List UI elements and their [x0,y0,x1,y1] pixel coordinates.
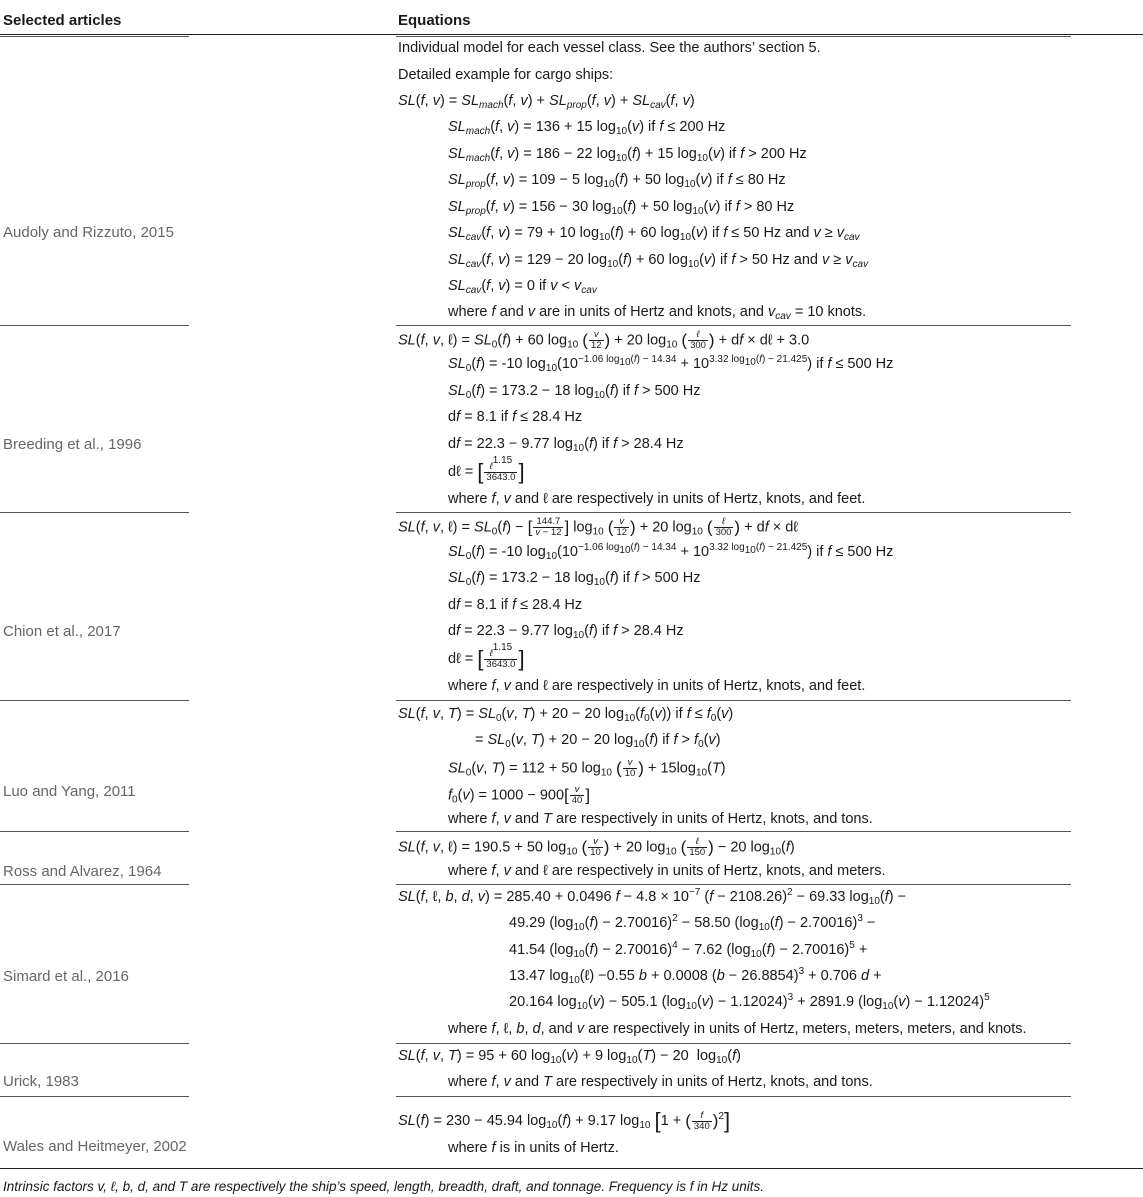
audoly-eq-cav3: $SL_{cav}(f$, v) = 0 if $v < v_{cav}$ [448,278,597,296]
breeding-eq-sl0-1: $SL_0(f) = -10$ $\log_{10}(10^{-1.06 log_{10}(f) - 14.34} + 10^{3.32 log_{10}(f) - 21.425})$ if f ≤ 500 Hz [448,354,894,374]
simard-eq-1: SL(f, ℓ, b, d, v) = 285.40 + 0.0496 $f - 4.8 \times 10^{-7}$ $(f - 2108.26)^2 - 69.33$ $\log_{10}(f)$ − [398,887,907,907]
breeding-eq-df2: df = 22.3 − 9.77 $\log_{10}(f)$ if f > 28.4 Hz [448,436,684,454]
breeding-eq-df1: df = 8.1 if f ≤ 28.4 Hz [448,409,583,425]
luo-eq-f0: $f_0(v) = 1000 - 900$[ $\frac{v}{40}$ ] [448,784,591,806]
header-equations: Equations [398,12,471,29]
row-rule-right [396,1043,1071,1044]
header-selected-articles: Selected articles [3,12,122,29]
row-rule-left [0,831,189,832]
audoly-eq-prop2: $SL_{prop}(f$, v) = 156 − 30 $\log_{10}(f) + 50$ $\log_{10}(v)$ if f > 80 Hz [448,199,795,217]
article-breeding: Breeding et al., 1996 [3,436,142,453]
audoly-eq-sl: SL(f, $v) = SL_{mach}(f$, $v) + SL_{prop}(f$, $v) + SL_{cav}(f$, v) [398,93,695,111]
audoly-eq-prop1: $SL_{prop}(f$, v) = 109 − 5 $\log_{10}(f) + 50$ $\log_{10}(v)$ if f ≤ 80 Hz [448,172,786,190]
breeding-units: where f, v and ℓ are respectively in units of Hertz, knots, and feet. [448,491,866,507]
chion-eq-df2: df = 22.3 − 9.77 $\log_{10}(f)$ if f > 28.4 Hz [448,623,684,641]
simard-eq-4: 13.47 $\log_{10}(\ell) -0.55$ b + 0.0008 $(b - 26.8854)^3 + 0.706$ d + [509,966,882,986]
ross-units: where f, v and ℓ are respectively in units of Hertz, knots, and meters. [448,863,886,879]
wales-eq-sl: SL(f) = 230 − 45.94 $\log_{10}(f) + 9.17$ $\log_{10} [1$ + ( $\frac{f}{340}$ )$^2$] [398,1108,731,1133]
row-rule-left [0,700,189,701]
rule-right [396,36,1071,37]
row-rule-left [0,1043,189,1044]
row-rule-right [396,831,1071,832]
row-rule-right [396,512,1071,513]
simard-units: where f, ℓ, b, d, and v are respectively in units of Hertz, meters, meters, meters, and knots. [448,1021,1027,1037]
row-rule-left [0,884,189,885]
header-top-rule [0,34,1143,35]
chion-eq-sl0-2: $SL_0(f) = 173.2 - 18$ $\log_{10}(f)$ if f > 500 Hz [448,570,701,588]
table-bottom-rule [0,1168,1143,1169]
urick-eq-sl: SL(f, v, T) = 95 + 60 $\log_{10}(v) + 9$ $\log_{10}(T) - 20$ $\log_{10}(f)$ [398,1048,741,1066]
chion-eq-dl: dℓ = [ $\frac{\ell^{1.15}}{3643.0}$ ] [448,642,525,671]
luo-eq-sl1: SL(f, v, $T) = SL_0(v$, T) + 20 − 20 $\log_{10}(f_0(v))$ if $f \le f_0(v)$ [398,706,734,724]
simard-eq-5: 20.164 $\log_{10}(v) - 505.1$ $(\log_{10}(v) - 1.12024)^3 + 2891.9$ $(\log_{10}(v) - 1.12024)^5$ [509,992,990,1012]
chion-units: where f, v and ℓ are respectively in units of Hertz, knots, and feet. [448,678,866,694]
row-rule-right [396,700,1071,701]
article-chion: Chion et al., 2017 [3,623,121,640]
breeding-eq-sl0-2: $SL_0(f) = 173.2 - 18$ $\log_{10}(f)$ if f > 500 Hz [448,383,701,401]
audoly-eq-mach2: $SL_{mach}(f$, v) = 186 − 22 $\log_{10}(f) + 15$ $\log_{10}(v)$ if f > 200 Hz [448,146,807,164]
audoly-eq-cav1: $SL_{cav}(f$, v) = 79 + 10 $\log_{10}(f) + 60$ $\log_{10}(v)$ if f ≤ 50 Hz and $v \ge v_{cav}$ [448,225,860,243]
audoly-eq-cav2: $SL_{cav}(f$, v) = 129 − 20 $\log_{10}(f) + 60$ $\log_{10}(v)$ if f > 50 Hz and $v \ge v_{cav}$ [448,252,869,270]
row-rule-left [0,512,189,513]
chion-eq-df1: df = 8.1 if f ≤ 28.4 Hz [448,597,583,613]
article-audoly: Audoly and Rizzuto, 2015 [3,224,174,241]
row-rule-right [396,325,1071,326]
row-rule-left [0,1096,189,1097]
urick-units: where f, v and T are respectively in units of Hertz, knots, and tons. [448,1074,873,1090]
audoly-example: Detailed example for cargo ships: [398,67,614,83]
luo-eq-sl0: $SL_0(v$, T) = 112 + 50 $\log_{10}$ ( $\frac{v}{10}$ ) + $15\log_{10}(T)$ [448,757,726,779]
breeding-eq-sl: SL(f, v, ℓ) = $SL_0(f) + 60$ $\log_{10}$ ( $\frac{v}{12}$ ) + 20 $\log_{10}$ ( $\frac{\text{ℓ}}{300}$ ) + df × dℓ + 3.0 [398,329,810,351]
ross-eq-sl: SL(f, v, ℓ) = 190.5 + 50 $\log_{10}$ ( $\frac{v}{10}$ ) + 20 $\log_{10}$ ( $\frac{\text{ℓ}}{150}$ ) − 20 $\log_{10}(f)$ [398,836,795,858]
row-rule-left [0,325,189,326]
wales-units: where f is in units of Hertz. [448,1140,619,1156]
luo-units: where f, v and T are respectively in units of Hertz, knots, and tons. [448,811,873,827]
rule-left [0,36,189,37]
article-wales: Wales and Heitmeyer, 2002 [3,1138,187,1155]
article-luo: Luo and Yang, 2011 [3,783,136,800]
row-rule-right [396,884,1071,885]
article-simard: Simard et al., 2016 [3,968,129,985]
breeding-eq-dl: dℓ = [ $\frac{\ell^{1.15}}{3643.0}$ ] [448,455,525,484]
chion-eq-sl0-1: $SL_0(f) = -10$ $\log_{10}(10^{-1.06 log_{10}(f) - 14.34} + 10^{3.32 log_{10}(f) - 21.425})$ if f ≤ 500 Hz [448,542,894,562]
simard-eq-2: 49.29 $(\log_{10}(f) - 2.70016)^2 - 58.50$ $(\log_{10}(f) - 2.70016)^3$ − [509,913,876,933]
article-ross: Ross and Alvarez, 1964 [3,863,162,880]
audoly-units: where f and v are in units of Hertz and knots, and $v_{cav} = 10$ knots. [448,304,867,322]
audoly-eq-mach1: $SL_{mach}(f$, v) = 136 + 15 $\log_{10}(v)$ if f ≤ 200 Hz [448,119,726,137]
audoly-intro: Individual model for each vessel class. See the authors’ section 5. [398,40,821,56]
luo-eq-sl2: = $SL_0(v$, T) + 20 − 20 $\log_{10}(f)$ if $f > f_0(v)$ [475,732,721,750]
chion-eq-sl: SL(f, v, ℓ) = $SL_0(f)$ − [ $\frac{144.7}{v - 12}$ ] $\log_{10}$ ( $\frac{v}{12}$ ) + 20 $\log_{10}$ ( $\frac{\text{ℓ}}{300}$ ) + df × dℓ [398,516,798,538]
row-rule-right [396,1096,1071,1097]
table-footnote: Intrinsic factors v, ℓ, b, d, and T are respectively the ship’s speed, length, breadth, draft, and tonnage. Frequency is f in Hz units. [3,1179,765,1194]
simard-eq-3: 41.54 $(\log_{10}(f) - 2.70016)^4 - 7.62$ $(\log_{10}(f) - 2.70016)^5$ + [509,940,868,960]
article-urick: Urick, 1983 [3,1073,79,1090]
